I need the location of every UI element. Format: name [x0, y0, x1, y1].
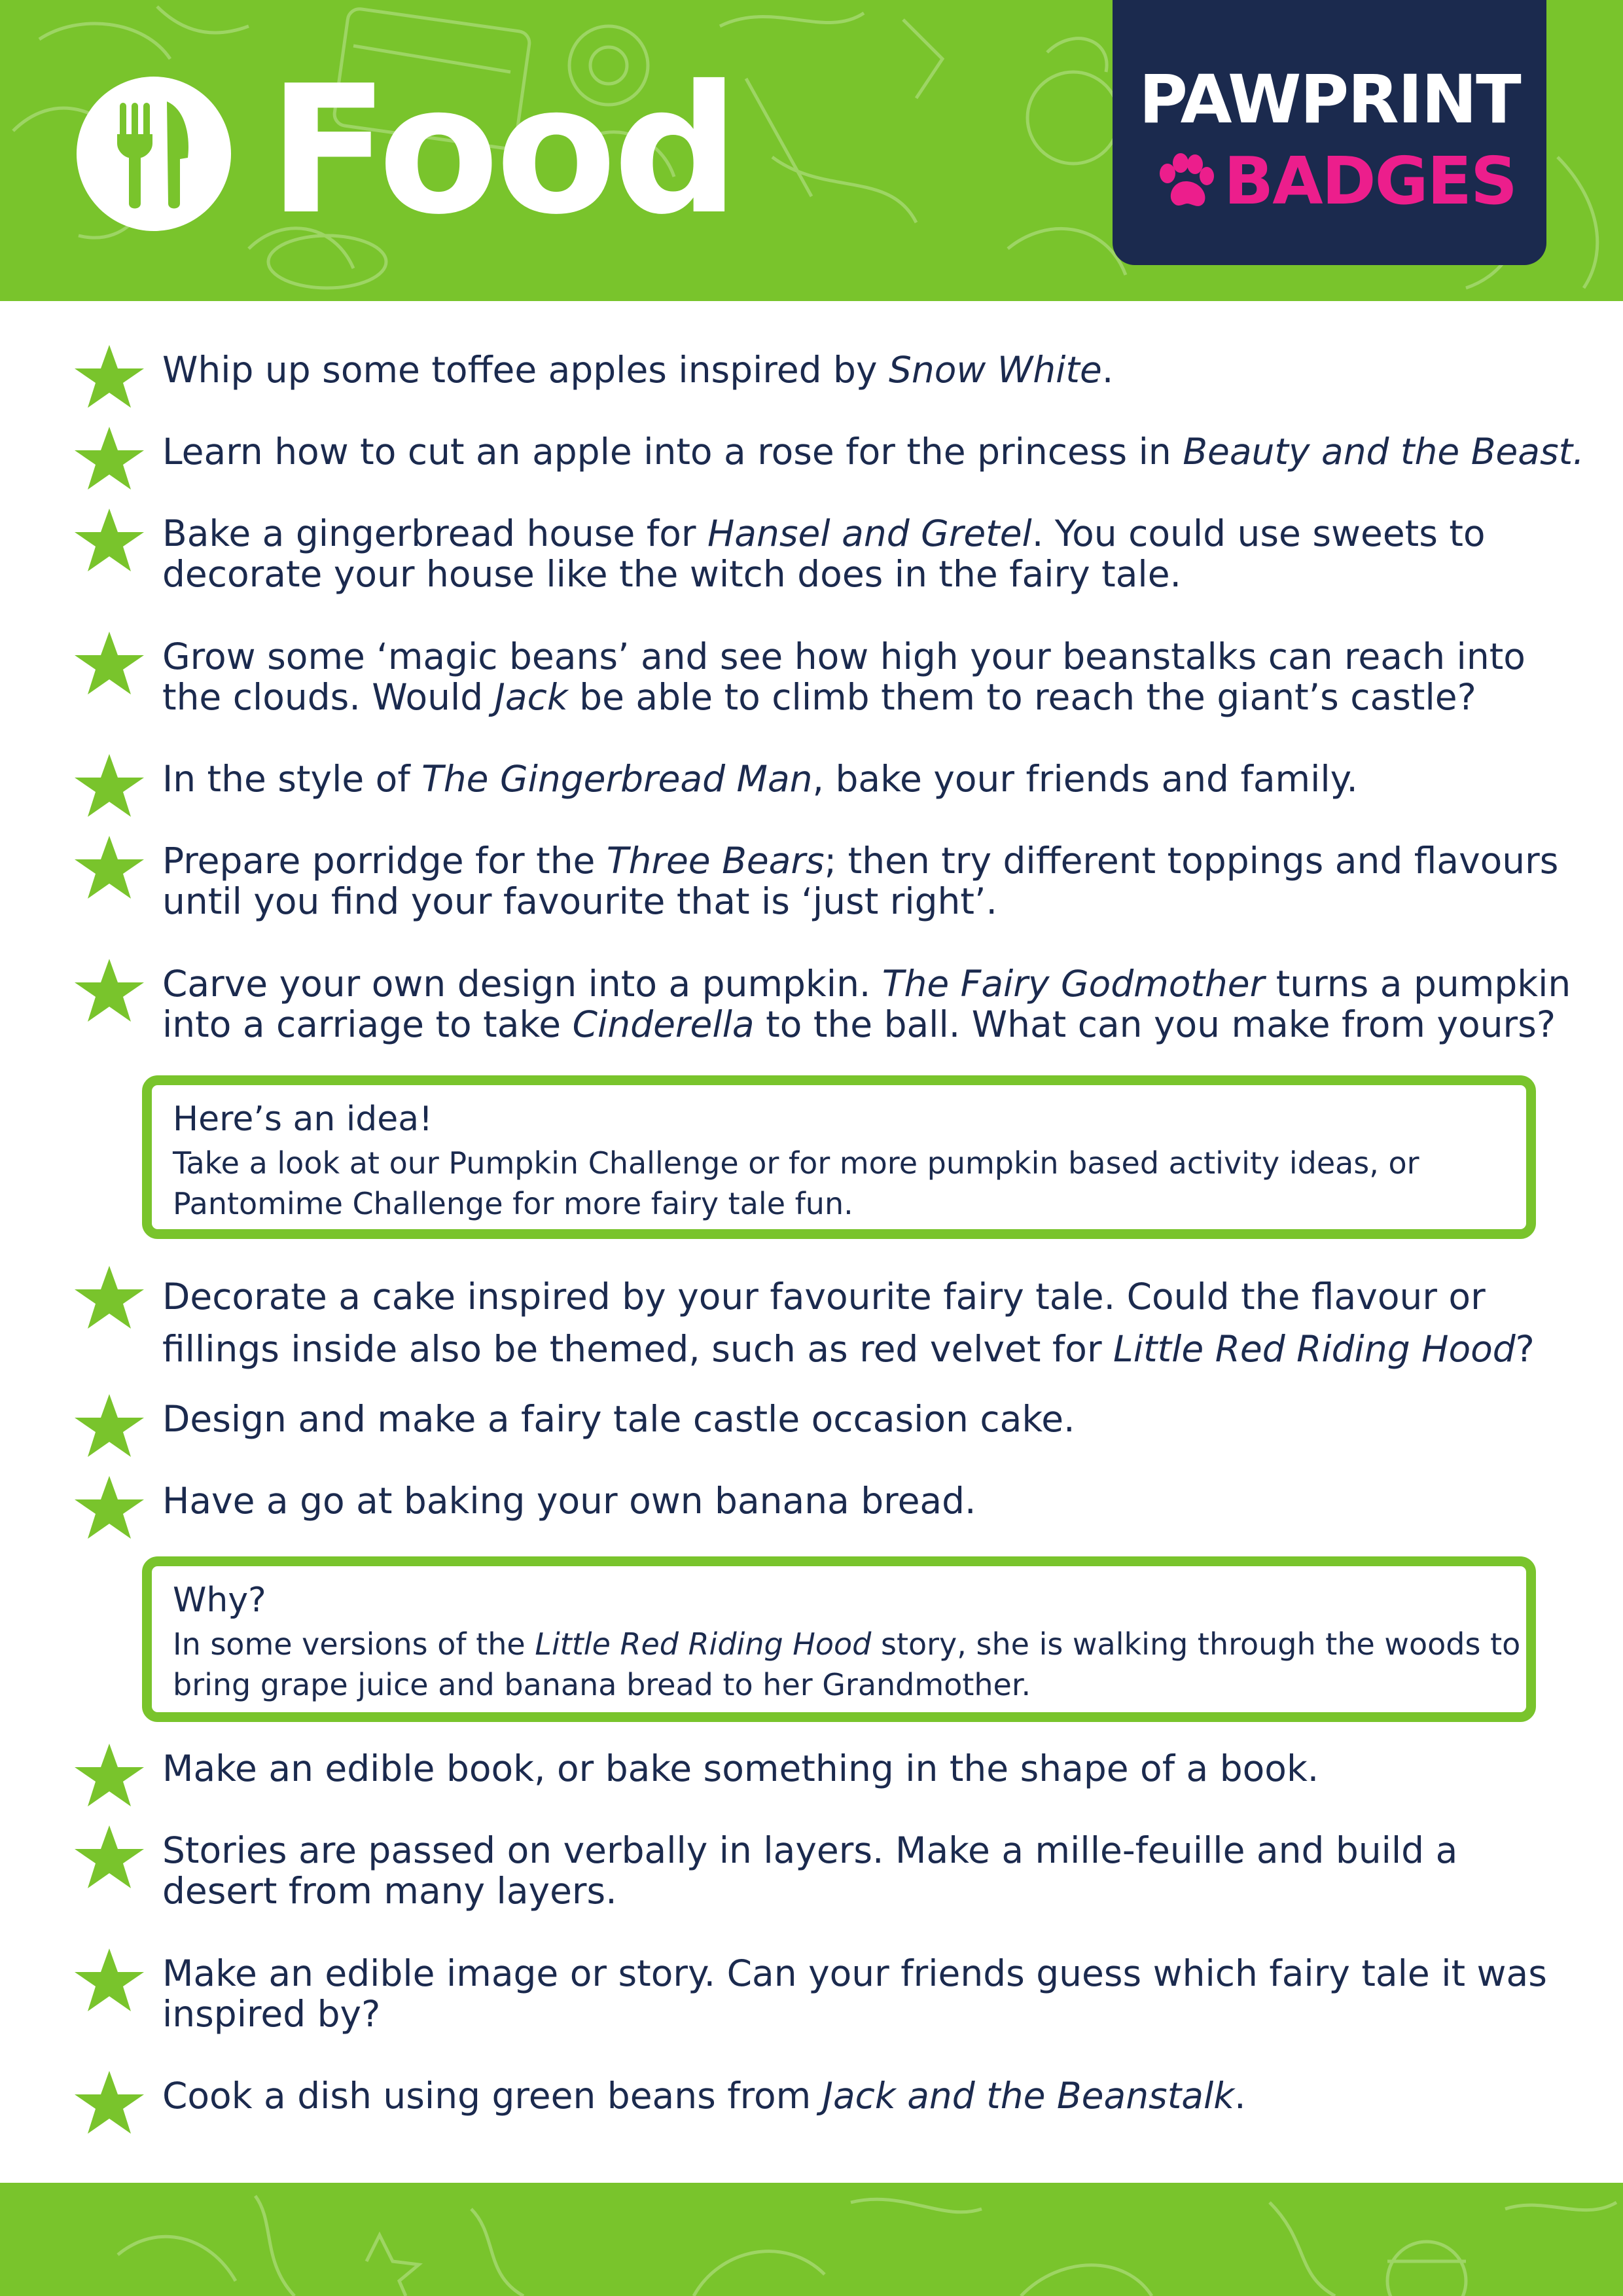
star-icon [73, 834, 145, 900]
star-icon [73, 2070, 145, 2135]
star-icon [73, 753, 145, 818]
callout-idea [142, 1075, 1536, 1239]
callout-body: Take a look at our Pumpkin Challenge or for more pumpkin based activity ideas, or Pantomime Challenge for more fairy tale fun. [173, 1145, 1419, 1221]
star-icon [73, 1265, 145, 1330]
list-item-text: Decorate a cake inspired by your favourite fairy tale. Could the flavour or fillings inside also be themed, such as red velvet for Little Red Riding Hood? [162, 1276, 1535, 1370]
star-icon [73, 1742, 145, 1808]
footer-banner [0, 2183, 1623, 2296]
callout-body: In some versions of the Little Red Riding Hood story, she is walking through the woods to bring grape juice and banana bread to her Grandmother. [173, 1626, 1521, 1702]
star-icon [73, 1824, 145, 1890]
logo-wordmark-top: PAWPRINT [1139, 61, 1520, 139]
star-icon [73, 507, 145, 573]
star-icon [73, 630, 145, 696]
star-icon [73, 1393, 145, 1458]
list-item-text: Make an edible image or story. Can your friends guess which fairy tale it was inspired by? [162, 1952, 1547, 2035]
logo-badges-text: BADGES [1224, 143, 1517, 219]
list-item-text: Carve your own design into a pumpkin. The Fairy Godmother turns a pumpkin into a carriage to take Cinderella to the ball. What can you make from yours? [162, 963, 1571, 1045]
star-icon [73, 1475, 145, 1540]
star-icon [73, 344, 145, 409]
list-item-text: Have a go at baking your own banana bread. [162, 1480, 976, 1522]
list-item-text: Prepare porridge for the Three Bears; then try different toppings and flavours until you find your favourite that is ‘just right’. [162, 840, 1559, 922]
list-item-text: Learn how to cut an apple into a rose for the princess in Beauty and the Beast. [162, 431, 1584, 473]
page-title: Food [268, 47, 736, 253]
callout-title: Why? [173, 1581, 266, 1620]
list-item-text: Make an edible book, or bake something in the shape of a book. [162, 1748, 1319, 1789]
list-item-text: In the style of The Gingerbread Man, bake your friends and family. [162, 758, 1358, 800]
star-icon [73, 425, 145, 491]
star-icon [73, 958, 145, 1023]
list-item-text: Design and make a fairy tale castle occasion cake. [162, 1398, 1075, 1440]
callout-title: Here’s an idea! [173, 1100, 433, 1139]
list-item-text: Cook a dish using green beans from Jack and the Beanstalk. [162, 2075, 1246, 2117]
list-item-text: Whip up some toffee apples inspired by Snow White. [162, 349, 1114, 391]
list-item-text: Bake a gingerbread house for Hansel and Gretel. You could use sweets to decorate your house like the witch does in the fairy tale. [162, 512, 1486, 595]
list-item-text: Stories are passed on verbally in layers. Make a mille-feuille and build a desert from many layers. [162, 1829, 1458, 1912]
fairy-tale-doodle-pattern [0, 2183, 1623, 2296]
callout-why [142, 1556, 1536, 1722]
star-icon [73, 1947, 145, 2013]
list-item-text: Grow some ‘magic beans’ and see how high your beanstalks can reach into the clouds. Would Jack be able to climb them to reach the giant’s castle? [162, 636, 1525, 718]
